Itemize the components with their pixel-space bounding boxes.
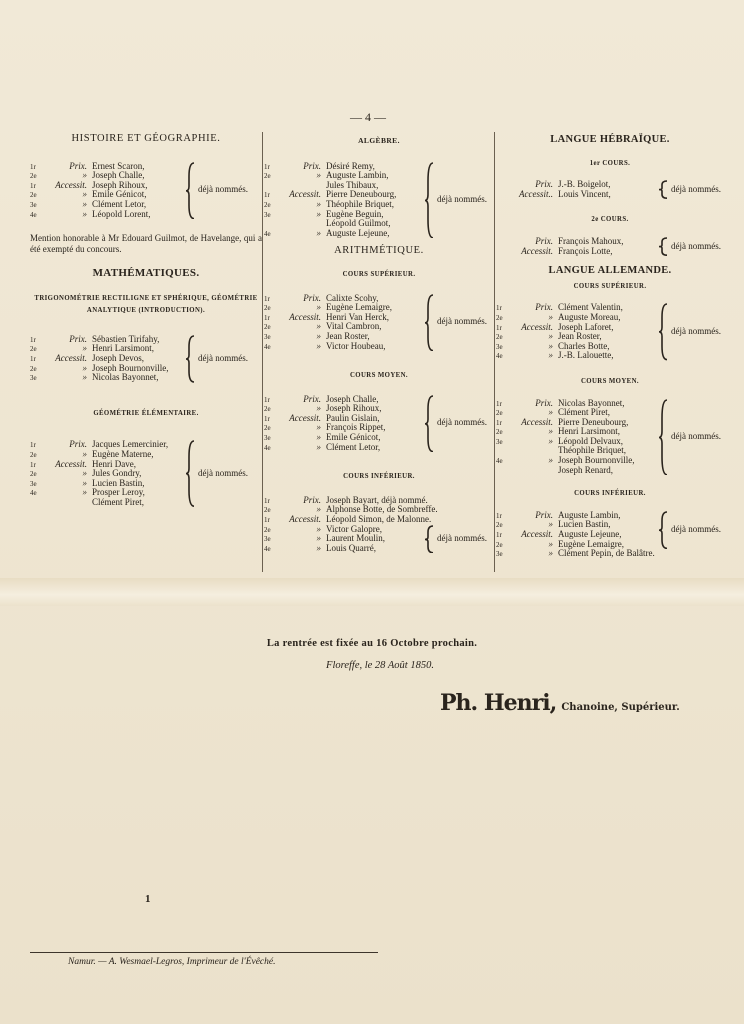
rank-ordinal: 2e [264, 200, 271, 209]
rank-ordinal: 1r [264, 414, 270, 423]
rank-ordinal: 2e [264, 304, 271, 313]
rank-ordinal: 3e [264, 332, 271, 341]
rank-ordinal: 3e [496, 550, 503, 559]
arith-moyen-list [264, 395, 494, 453]
student-name: Calixte Scohy, [326, 292, 379, 303]
deja-nommes-note: déjà nommés. [437, 417, 487, 428]
rank-ordinal: 1r [264, 516, 270, 525]
arith-sup-heading: COURS SUPÉRIEUR. [342, 270, 416, 278]
rank-ordinal: 1r [496, 323, 502, 332]
award-label: » [82, 198, 87, 209]
rank-ordinal: 2e [496, 333, 503, 342]
student-name: Joseph Bayart, déjà nommé. [326, 494, 428, 505]
rank-ordinal: 4e [30, 210, 37, 219]
list-item [496, 399, 724, 409]
student-name: Alphonse Botte, de Sombreffe. [326, 504, 438, 515]
award-label: » [82, 362, 87, 373]
award-label: Accessit. [521, 529, 553, 540]
hebr-cours2-list [496, 237, 724, 256]
award-label: Prix. [535, 397, 553, 408]
student-name: Eugène Lemaigre, [326, 302, 392, 313]
student-name: Henri Larsimont, [92, 343, 154, 354]
arith-moyen-heading: COURS MOYEN. [349, 372, 409, 380]
list-item [264, 171, 494, 181]
award-label: » [316, 542, 321, 553]
award-label: » [82, 477, 87, 488]
rank-ordinal: 1r [264, 191, 270, 200]
student-name: Clément Piret, [92, 496, 144, 507]
list-item [30, 488, 262, 498]
rank-ordinal: 2e [30, 191, 37, 200]
award-label: Prix. [535, 179, 553, 190]
math-heading: MATHÉMATIQUES. [92, 267, 200, 280]
student-name: Auguste Lambin, [326, 170, 389, 181]
rank-ordinal: 1r [496, 531, 502, 540]
award-label: Prix. [69, 333, 87, 344]
column-2 [264, 130, 494, 553]
trigo-heading: TRIGONOMÉTRIE RECTILIGNE ET SPHÉRIQUE, GÉOMÉTRIE ANALYTIQUE (INTRODUCTION). [34, 294, 258, 314]
rank-ordinal: 1r [264, 496, 270, 505]
student-name: Prosper Leroy, [92, 487, 145, 498]
rank-ordinal: 4e [264, 544, 271, 553]
allem-sup-heading: COURS SUPÉRIEUR. [573, 282, 647, 290]
rank-ordinal: 1r [496, 511, 502, 520]
student-name: Eugène Materne, [92, 448, 154, 459]
rank-ordinal: 1r [264, 162, 270, 171]
award-label: » [316, 403, 321, 414]
award-label: Prix. [303, 160, 321, 171]
student-name: Clément Valentin, [558, 302, 623, 313]
paper-fold [0, 578, 744, 606]
student-name: Vital Cambron, [326, 321, 382, 332]
arithmetique-heading: ARITHMÉTIQUE. [334, 245, 424, 257]
geometrie-heading: GÉOMÉTRIE ÉLÉMENTAIRE. [93, 409, 199, 417]
deja-nommes-note: déjà nommés. [198, 184, 248, 195]
deja-nommes-note: déjà nommés. [671, 240, 721, 251]
allem-sup-list [496, 303, 724, 361]
student-name: Joseph Rihoux, [92, 179, 148, 190]
rank-ordinal: 2e [496, 540, 503, 549]
hebr-cours2-heading: 2e COURS. [591, 216, 629, 224]
award-label: Accessit. [55, 179, 87, 190]
student-name: Eugène Beguin, [326, 208, 384, 219]
award-label: » [82, 170, 87, 181]
award-label: Prix. [303, 393, 321, 404]
rank-ordinal: 1r [30, 460, 36, 469]
award-label: Accessit. [55, 458, 87, 469]
rank-ordinal: 3e [496, 437, 503, 446]
place-date: Floreffe, le 28 Août 1850. [326, 660, 434, 671]
rank-ordinal: 2e [264, 405, 271, 414]
student-name: Théophile Briquet, [558, 445, 626, 456]
award-label: » [316, 432, 321, 443]
student-name: Léopold Delvaux, [558, 435, 623, 446]
rank-ordinal: 1r [496, 304, 502, 313]
histoire-list [30, 162, 262, 220]
rank-ordinal: 2e [264, 525, 271, 534]
deja-nommes-note: déjà nommés. [198, 467, 248, 478]
rank-ordinal: 4e [30, 489, 37, 498]
student-name: Auguste Lambin, [558, 509, 621, 520]
allem-inf-list [496, 511, 724, 559]
deja-nommes-note: déjà nommés. [671, 183, 721, 194]
award-label: » [316, 321, 321, 332]
award-label: » [316, 302, 321, 313]
award-label: Accessit. [289, 412, 321, 423]
rank-ordinal: 2e [264, 323, 271, 332]
student-name: Joseph Bournonville, [92, 362, 169, 373]
deja-nommes-note: déjà nommés. [671, 524, 721, 535]
student-name: Lucien Bastin, [92, 477, 145, 488]
student-name: Joseph Rihoux, [326, 403, 382, 414]
student-name: Nicolas Bayonnet, [92, 372, 159, 383]
award-label: Prix. [535, 235, 553, 246]
student-name: Louis Quarré, [326, 542, 376, 553]
student-name: Joseph Laforet, [558, 321, 614, 332]
rank-ordinal: 2e [30, 364, 37, 373]
rank-ordinal: 2e [496, 313, 503, 322]
student-name: Jean Roster, [558, 331, 602, 342]
algebre-list [264, 162, 494, 239]
rank-ordinal: 1r [30, 354, 36, 363]
award-label: Prix. [303, 494, 321, 505]
student-name: Laurent Moulin, [326, 533, 385, 544]
student-name: Nicolas Bayonnet, [558, 397, 625, 408]
rank-ordinal: 1r [264, 395, 270, 404]
student-name: Charles Botte, [558, 340, 610, 351]
award-label: » [82, 208, 87, 219]
rank-ordinal: 2e [264, 506, 271, 515]
rank-ordinal: 3e [30, 374, 37, 383]
student-name: Victor Galopre, [326, 523, 382, 534]
hebraique-heading: LANGUE HÉBRAÏQUE. [550, 134, 670, 145]
award-label: » [316, 523, 321, 534]
student-name: Victor Houbeau, [326, 340, 386, 351]
curly-brace [658, 180, 670, 202]
deja-nommes-note: déjà nommés. [437, 316, 487, 327]
student-name: Jacques Lemercinier, [92, 439, 169, 450]
student-name: Théophile Briquet, [326, 198, 394, 209]
award-label: » [316, 422, 321, 433]
student-name: Clément Letor, [326, 441, 381, 452]
award-label: » [548, 455, 553, 466]
award-label: » [82, 487, 87, 498]
list-item [30, 210, 262, 220]
rank-ordinal: 1r [264, 294, 270, 303]
student-name: J.-B. Lalouette, [558, 350, 614, 361]
student-name: Clément Letor, [92, 198, 147, 209]
geometrie-list [30, 440, 262, 507]
hebr-cours1-heading: 1er COURS. [589, 159, 631, 167]
student-name: Eugène Lemaigre, [558, 538, 624, 549]
award-label: Prix. [69, 160, 87, 171]
award-label: Accessit. [289, 311, 321, 322]
award-label: » [82, 372, 87, 383]
award-label: » [316, 198, 321, 209]
rank-ordinal: 2e [496, 428, 503, 437]
award-label: » [316, 208, 321, 219]
column-divider [494, 132, 495, 572]
curly-brace [658, 303, 670, 363]
award-label: » [82, 468, 87, 479]
deja-nommes-note: déjà nommés. [437, 533, 487, 544]
allem-moyen-heading: COURS MOYEN. [580, 377, 640, 385]
award-label: Prix. [303, 292, 321, 303]
signature-mark: 1 [145, 893, 151, 905]
student-name: Léopold Simon, de Malonne. [326, 514, 432, 525]
student-name: Joseph Challe, [326, 393, 379, 404]
award-label: » [82, 448, 87, 459]
student-name: J.-B. Boigelot, [558, 179, 611, 190]
rank-ordinal: 3e [30, 200, 37, 209]
rank-ordinal: 1r [496, 418, 502, 427]
list-item [30, 498, 262, 508]
student-name: Pierre Deneubourg, [558, 416, 629, 427]
imprint-rule [30, 952, 378, 953]
student-name: Auguste Moreau, [558, 311, 621, 322]
rank-ordinal: 4e [264, 342, 271, 351]
award-label: » [316, 533, 321, 544]
student-name: Sébastien Tirifahy, [92, 333, 160, 344]
signature-title: Chanoine, Supérieur. [561, 702, 680, 713]
award-label: » [548, 435, 553, 446]
list-item [264, 544, 494, 554]
curly-brace [424, 162, 436, 241]
curly-brace [658, 399, 670, 478]
student-name: Lucien Bastin, [558, 519, 611, 530]
deja-nommes-note: déjà nommés. [198, 352, 248, 363]
student-name: Pierre Deneubourg, [326, 189, 397, 200]
student-name: Emile Génicot, [92, 189, 147, 200]
award-label: » [548, 340, 553, 351]
award-label: Accessit. [521, 245, 553, 256]
deja-nommes-note: déjà nommés. [671, 326, 721, 337]
student-name: Louis Vincent, [558, 188, 611, 199]
award-label: Prix. [535, 509, 553, 520]
award-label: » [82, 343, 87, 354]
rank-ordinal: 2e [30, 470, 37, 479]
rank-ordinal: 4e [496, 352, 503, 361]
student-name: François Lotte, [558, 245, 613, 256]
rank-ordinal: 2e [264, 172, 271, 181]
imprint-line: Namur. — A. Wesmael-Legros, Imprimeur de l'Évêché. [68, 957, 276, 967]
hebr-cours1-list [496, 180, 724, 199]
rank-ordinal: 2e [30, 450, 37, 459]
column-1 [30, 130, 262, 507]
student-name: Jules Gondry, [92, 468, 142, 479]
rank-ordinal: 3e [496, 342, 503, 351]
student-name: François Rippet, [326, 422, 386, 433]
rank-ordinal: 1r [496, 399, 502, 408]
award-label: Accessit. [289, 514, 321, 525]
arith-sup-list [264, 294, 494, 352]
student-name: Ernest Scaron, [92, 160, 145, 171]
student-name: Jean Roster, [326, 330, 370, 341]
award-label: » [548, 538, 553, 549]
student-name: Henri Dave, [92, 458, 136, 469]
award-label: Accessit. [289, 189, 321, 200]
signature-block [440, 690, 680, 716]
rank-ordinal: 4e [264, 443, 271, 452]
rentree-notice: La rentrée est fixée au 16 Octobre prochain. [266, 638, 478, 649]
list-item [264, 342, 494, 352]
rank-ordinal: 3e [264, 535, 271, 544]
curly-brace [185, 440, 197, 510]
allem-moyen-list [496, 399, 724, 476]
student-name: Joseph Devos, [92, 352, 144, 363]
rank-ordinal: 1r [30, 162, 36, 171]
award-label: » [548, 548, 553, 559]
student-name: Paulin Gislain, [326, 412, 380, 423]
arith-inf-heading: COURS INFÉRIEUR. [343, 473, 415, 481]
rank-ordinal: 3e [30, 479, 37, 488]
curly-brace [658, 237, 670, 259]
curly-brace [185, 162, 197, 222]
award-label: » [316, 330, 321, 341]
student-name: Emile Génicot, [326, 432, 381, 443]
list-item [30, 162, 262, 172]
award-label: » [82, 189, 87, 200]
award-label: » [316, 441, 321, 452]
award-label: Accessit. [55, 352, 87, 363]
list-item [264, 443, 494, 453]
rank-ordinal: 2e [496, 409, 503, 418]
rank-ordinal: 1r [30, 181, 36, 190]
signature-name: Ph. Henri, [440, 690, 557, 716]
award-label: » [548, 350, 553, 361]
rank-ordinal: 4e [264, 229, 271, 238]
student-name: Joseph Renard, [558, 464, 613, 475]
award-label: Accessit.. [519, 188, 553, 199]
deja-nommes-note: déjà nommés. [671, 430, 721, 441]
student-name: Léopold Lorent, [92, 208, 151, 219]
award-label: » [548, 426, 553, 437]
award-label: » [316, 170, 321, 181]
award-label: Accessit. [521, 321, 553, 332]
student-name: Henri Larsimont, [558, 426, 620, 437]
rank-ordinal: 2e [30, 345, 37, 354]
rank-ordinal: 1r [30, 335, 36, 344]
award-label: » [548, 311, 553, 322]
student-name: Joseph Challe, [92, 170, 145, 181]
student-name: Léopold Guilmot, [326, 218, 391, 229]
deja-nommes-note: déjà nommés. [437, 193, 487, 204]
rank-ordinal: 1r [264, 313, 270, 322]
curly-brace [658, 511, 670, 552]
rank-ordinal: 2e [264, 424, 271, 433]
student-name: Désiré Remy, [326, 160, 375, 171]
list-item [30, 373, 262, 383]
list-item [496, 351, 724, 361]
curly-brace [424, 395, 436, 455]
curly-brace [424, 294, 436, 354]
award-label: Accessit. [521, 416, 553, 427]
rank-ordinal: 4e [496, 457, 503, 466]
award-label: » [316, 504, 321, 515]
list-item [30, 479, 262, 489]
student-name: Jules Thibaux, [326, 179, 379, 190]
algebre-heading: ALGÈBRE. [358, 136, 400, 145]
award-label: » [316, 340, 321, 351]
student-name: Clément Piret, [558, 407, 610, 418]
student-name: Auguste Lejeune, [326, 227, 390, 238]
rank-ordinal: 2e [496, 521, 503, 530]
curly-brace [424, 525, 436, 556]
page-number: — 4 — [350, 110, 386, 124]
student-name: Henri Van Herck, [326, 311, 390, 322]
allem-inf-heading: COURS INFÉRIEUR. [574, 490, 646, 498]
student-name: Auguste Lejeune, [558, 529, 622, 540]
student-name: Clément Pepin, de Balâtre. [558, 548, 655, 559]
award-label: Prix. [69, 439, 87, 450]
column-3 [496, 130, 724, 559]
rank-ordinal: 2e [30, 172, 37, 181]
curly-brace [185, 335, 197, 386]
rank-ordinal: 1r [30, 441, 36, 450]
award-label: » [548, 331, 553, 342]
arith-inf-list [264, 496, 494, 554]
award-label: Prix. [535, 302, 553, 313]
list-item [496, 466, 724, 476]
trigo-list [30, 335, 262, 383]
student-name: François Mahoux, [558, 235, 624, 246]
award-label: » [548, 407, 553, 418]
list-item [264, 229, 494, 239]
rank-ordinal: 3e [264, 210, 271, 219]
award-label: » [548, 519, 553, 530]
column-divider [262, 132, 263, 572]
allemande-heading: LANGUE ALLEMANDE. [548, 265, 672, 277]
student-name: Joseph Bournonville, [558, 455, 635, 466]
award-label: » [316, 227, 321, 238]
mention-honorable: Mention honorable à Mr Edouard Guilmot, de Havelange, qui a été exempté du concours. [30, 233, 262, 255]
rank-ordinal: 3e [264, 434, 271, 443]
histoire-heading: HISTOIRE ET GÉOGRAPHIE. [71, 133, 221, 144]
list-item [496, 549, 724, 559]
